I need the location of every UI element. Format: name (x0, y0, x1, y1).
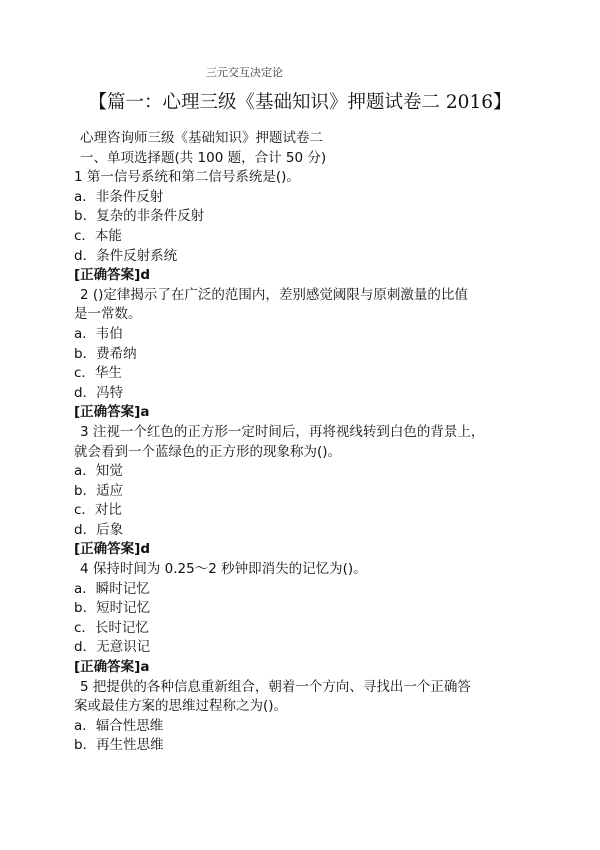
question-5-option-b: b．再生性思维 (74, 737, 164, 754)
question-2-option-d: d．冯特 (74, 384, 124, 401)
question-5-option-a: a．辐合性思维 (74, 717, 164, 734)
question-2-option-a: a．韦伯 (74, 325, 123, 342)
question-5-stem-continued: 案或最佳方案的思维过程称之为()。 (74, 698, 288, 715)
question-3-option-d: d．后象 (74, 521, 124, 538)
question-1-answer: [正确答案]d (74, 267, 151, 284)
question-4-option-b: b．短时记忆 (74, 600, 151, 617)
question-3-option-a: a．知觉 (74, 463, 123, 480)
question-1-stem: 1 第一信号系统和第二信号系统是()。 (74, 169, 300, 186)
question-1-option-c: c．本能 (74, 227, 122, 244)
question-4-answer: [正确答案]a (74, 659, 150, 676)
question-4-option-c: c．长时记忆 (74, 619, 149, 636)
question-4-option-d: d．无意识记 (74, 639, 151, 656)
question-2-option-b: b．费希纳 (74, 345, 137, 362)
question-3-stem: 3 注视一个红色的正方形一定时间后，再将视线转到白色的背景上， (80, 423, 485, 440)
question-3-stem-continued: 就会看到一个蓝绿色的正方形的现象称为()。 (74, 443, 342, 460)
section-heading: 一、单项选择题(共 100 题，合计 50 分) (80, 149, 327, 166)
question-1-option-a: a．非条件反射 (74, 188, 164, 205)
document-body (74, 129, 544, 756)
question-3-option-b: b．适应 (74, 482, 124, 499)
question-1-option-b: b．复杂的非条件反射 (74, 208, 205, 225)
question-2-stem-continued: 是一常数。 (74, 306, 142, 323)
question-3-option-c: c．对比 (74, 502, 122, 519)
question-2-answer: [正确答案]a (74, 404, 150, 421)
question-4-option-a: a．瞬时记忆 (74, 580, 150, 597)
document-title: 【篇一：心理三级《基础知识》押题试卷二 2016】 (88, 92, 512, 113)
header-note: 三元交互决定论 (206, 66, 283, 79)
question-3-answer: [正确答案]d (74, 541, 151, 558)
question-2-option-c: c．华生 (74, 365, 122, 382)
question-1-option-d: d．条件反射系统 (74, 247, 178, 264)
question-5-stem: 5 把提供的各种信息重新组合，朝着一个方向、寻找出一个正确答 (80, 678, 471, 695)
question-2-stem: 2 ()定律揭示了在广泛的范围内，差别感觉阈限与原刺激量的比值 (80, 286, 468, 303)
question-4-stem: 4 保持时间为 0.25～2 秒钟即消失的记忆为()。 (80, 561, 367, 578)
exam-title-line: 心理咨询师三级《基础知识》押题试卷二 (80, 130, 323, 146)
